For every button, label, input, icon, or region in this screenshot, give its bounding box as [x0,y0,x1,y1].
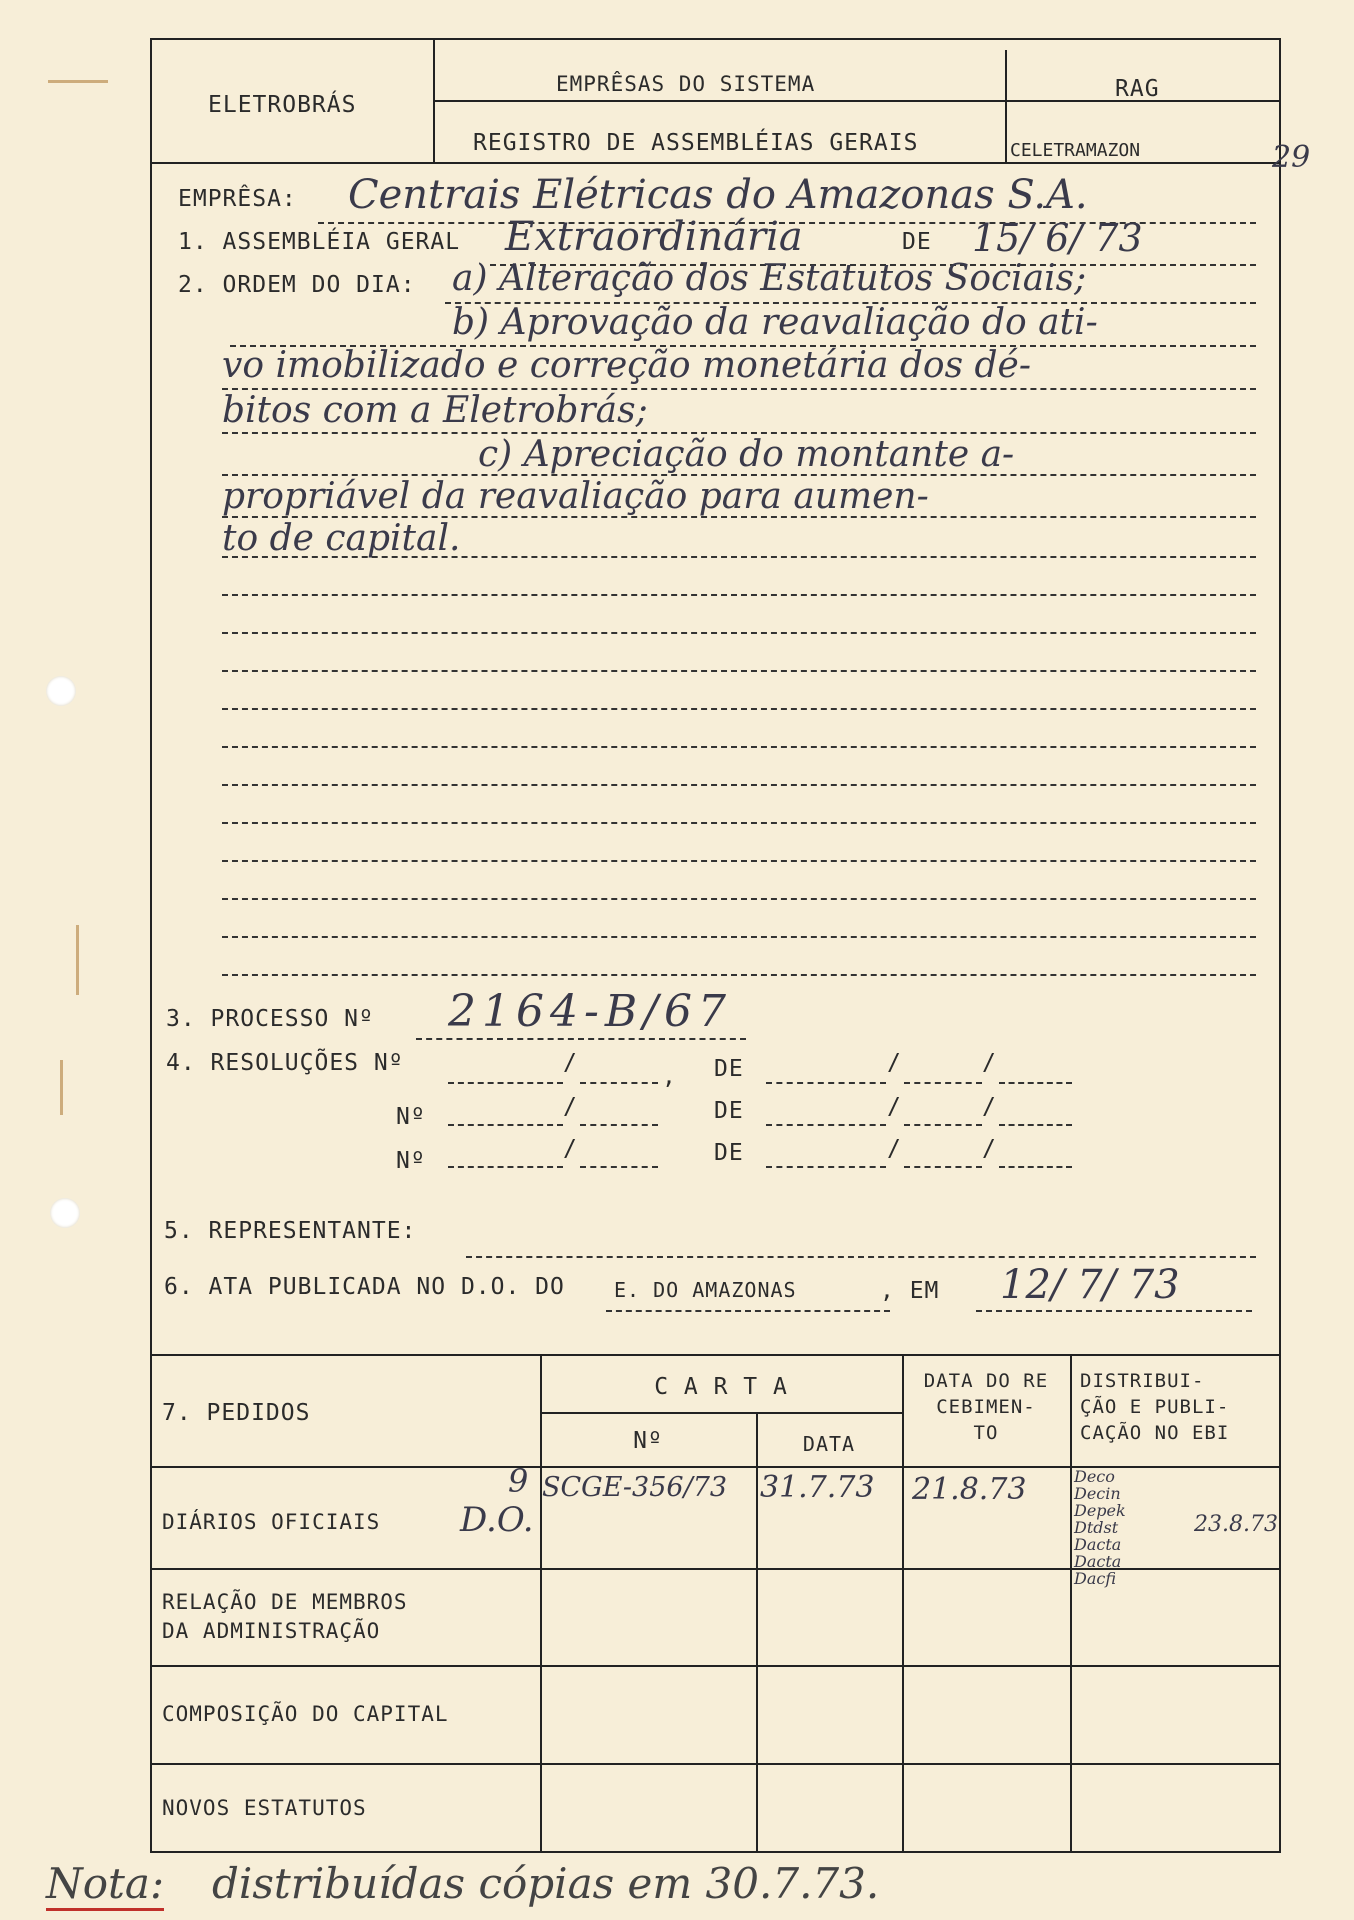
processo-label: 3. PROCESSO Nº [166,1006,374,1032]
margin-mark [60,1060,63,1115]
register-title: REGISTRO DE ASSEMBLÉIAS GERAIS [473,130,919,156]
initial: Dacfi [1074,1569,1116,1588]
carta-no-value: SCGE-356/73 [542,1472,728,1503]
row-label-line: RELAÇÃO DE MEMBROS [162,1590,408,1614]
ordem-line: propriável da reavaliação para aumen- [222,476,929,517]
slash: / [887,1050,902,1076]
blank-line [222,822,1256,824]
entry-line [416,1038,746,1040]
entry-line [606,1310,890,1312]
slash: / [982,1136,997,1162]
blank-line [222,936,1256,938]
empresa-value: Centrais Elétricas do Amazonas S.A. [348,172,1088,218]
blank-line [222,632,1256,634]
slash: / [887,1094,902,1120]
punch-hole-bottom [50,1198,80,1228]
distribuicao-header-line: DISTRIBUI- [1080,1370,1205,1392]
distribuicao-header [1080,1368,1280,1446]
ordem-label: 2. ORDEM DO DIA: [178,272,416,298]
entry-line [580,1124,658,1126]
header-divider [1005,50,1007,162]
assembleia-date: 15/ 6/ 73 [972,216,1143,260]
recebimento-header-line: CEBIMEN- [936,1396,1036,1418]
rag-value: CELETRAMAZON [1010,140,1141,161]
punch-hole-top [46,676,76,706]
slash: / [563,1094,578,1120]
resolucoes-de-label: DE [714,1140,744,1166]
entry-line [448,1124,563,1126]
row-prefix: D.O. [460,1500,534,1540]
initial: Dacta [1074,1535,1122,1554]
carta-data-header: DATA [802,1432,856,1456]
slash: / [982,1094,997,1120]
entry-line [580,1166,658,1168]
blank-line [222,784,1256,786]
entry-line [766,1166,886,1168]
ordem-line: a) Alteração dos Estatutos Sociais; [452,258,1087,299]
initial: Depek [1074,1501,1126,1520]
rag-label: RAG [1115,76,1160,102]
initial: Dtdst [1074,1518,1119,1537]
assembleia-de-label: DE [902,229,932,255]
recebimento-value: 21.8.73 [912,1472,1027,1507]
table-col [756,1412,758,1853]
entry-line [999,1124,1072,1126]
pedidos-label: 7. PEDIDOS [162,1400,311,1426]
ordem-line: b) Aprovação da reavaliação do ati- [452,302,1098,343]
distribuicao-date: 23.8.73 [1194,1512,1278,1537]
distribuicao-initials [1074,1468,1126,1587]
system-title: EMPRÊSAS DO SISTEMA [556,72,816,96]
entry-line [766,1082,886,1084]
blank-line [222,746,1256,748]
ata-value: E. DO AMAZONAS [614,1278,797,1302]
row-label: NOVOS ESTATUTOS [162,1796,367,1820]
rag-number: 29 [1272,140,1311,175]
blank-line [222,594,1256,596]
table-col [1070,1354,1072,1853]
header-bottom [150,162,1281,164]
slash: / [887,1136,902,1162]
carta-data-value: 31.7.73 [760,1470,875,1505]
entry-line [976,1310,1252,1312]
table-divider [540,1412,902,1414]
entry-line [904,1082,982,1084]
slash: / [563,1136,578,1162]
representante-label: 5. REPRESENTANTE: [164,1218,417,1244]
distribuicao-header-line: CAÇÃO NO EBI [1080,1422,1230,1444]
recebimento-header-line: DATA DO RE [923,1370,1049,1392]
comma: , [662,1064,677,1090]
ata-em-label: , EM [880,1278,940,1304]
resolucoes-no-label: Nº [396,1104,426,1130]
ata-date: 12/ 7/ 73 [1000,1262,1180,1308]
margin-mark [48,80,108,83]
blank-line [222,708,1256,710]
resolucoes-no-label: Nº [396,1148,426,1174]
slash: / [563,1050,578,1076]
ordem-line: vo imobilizado e correção monetária dos dé- [222,345,1032,386]
ata-label: 6. ATA PUBLICADA NO D.O. DO [164,1274,565,1300]
entry-line [448,1166,563,1168]
resolucoes-de-label: DE [714,1056,744,1082]
slash: / [982,1050,997,1076]
blank-line [222,860,1256,862]
entry-line [766,1124,886,1126]
margin-mark [76,925,79,995]
nota-text: distribuídas cópias em 30.7.73. [212,1859,880,1908]
entry-line [448,1082,563,1084]
row-prefix-num: 9 [508,1462,529,1500]
carta-no-header: Nº [633,1428,663,1454]
org-name: ELETROBRÁS [208,92,357,118]
recebimento-header-line: TO [973,1422,999,1444]
blank-line [222,670,1256,672]
carta-header: C A R T A [654,1374,788,1400]
blank-line [222,898,1256,900]
resolucoes-de-label: DE [714,1098,744,1124]
table-row-line [150,1763,1281,1765]
initial: Deco [1074,1467,1115,1486]
nota-label: Nota: [46,1860,164,1911]
table-top [150,1354,1281,1356]
entry-line [222,556,1256,558]
ordem-line: bitos com a Eletrobrás; [222,390,648,431]
entry-line [999,1082,1072,1084]
processo-value: 2164-B/67 [448,986,732,1037]
row-label-line: DA ADMINISTRAÇÃO [162,1619,381,1643]
assembleia-label: 1. ASSEMBLÉIA GERAL [178,229,461,255]
entry-line [580,1082,658,1084]
ordem-line: to de capital. [222,518,461,559]
recebimento-header [902,1368,1070,1446]
entry-line [999,1166,1072,1168]
initial: Dacta [1074,1552,1122,1571]
blank-line [222,974,1256,976]
row-label: DIÁRIOS OFICIAIS [162,1510,381,1534]
assembleia-type: Extraordinária [505,214,803,260]
ordem-line: c) Apreciação do montante a- [478,434,1015,475]
resolucoes-label: 4. RESOLUÇÕES Nº [166,1050,404,1076]
entry-line [904,1166,982,1168]
row-label [162,1588,408,1646]
table-row-line [150,1665,1281,1667]
initial: Decin [1074,1484,1121,1503]
row-label: COMPOSIÇÃO DO CAPITAL [162,1702,449,1726]
empresa-label: EMPRÊSA: [178,186,297,212]
entry-line [466,1256,1256,1258]
distribuicao-header-line: ÇÃO E PUBLI- [1080,1396,1230,1418]
entry-line [904,1124,982,1126]
